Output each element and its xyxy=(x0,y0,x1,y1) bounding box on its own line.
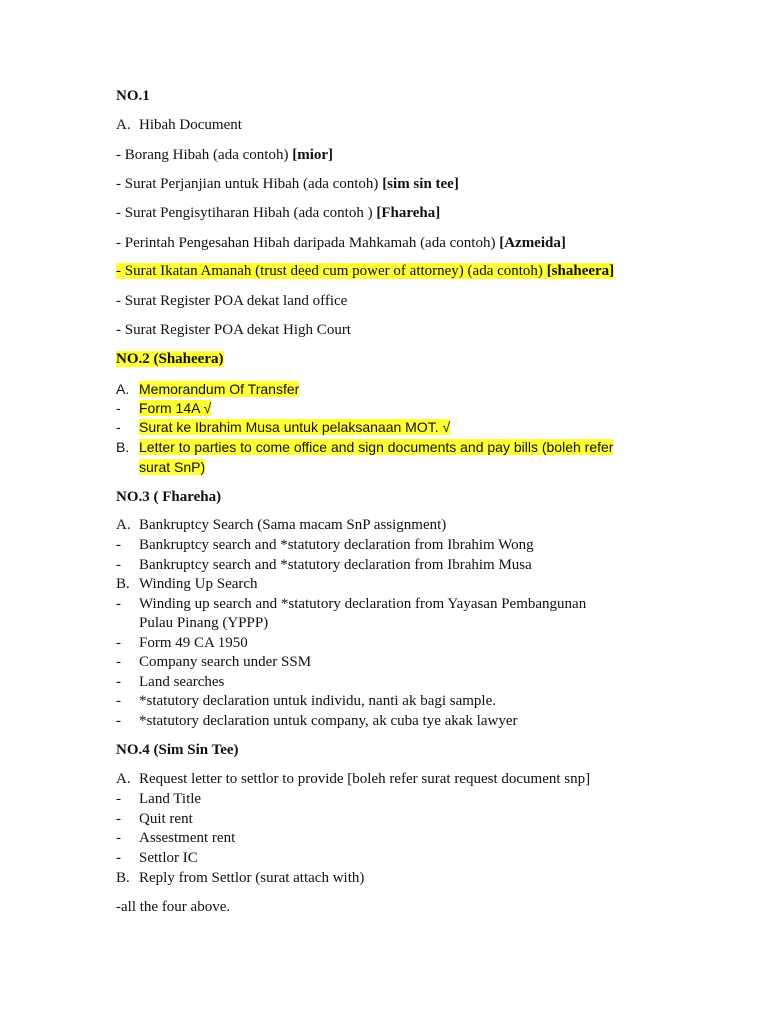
list-item-highlighted xyxy=(116,438,613,457)
list-marker: B. xyxy=(116,870,130,886)
list-text: Quit rent xyxy=(139,811,193,827)
list-item-highlighted xyxy=(116,399,211,418)
list-text: Bankruptcy Search (Sama macam SnP assignment) xyxy=(139,517,447,533)
list-text: Assestment rent xyxy=(139,830,236,846)
list-marker: A. xyxy=(116,517,131,533)
assignee-tag: [sim sin tee] xyxy=(382,176,459,192)
list-item-highlighted xyxy=(116,418,450,437)
list-item: - Perintah Pengesahan Hibah daripada Mahkamah (ada contoh) [Azmeida] xyxy=(116,235,566,251)
list-text: *statutory declaration untuk company, ak cuba tye akak lawyer xyxy=(139,713,518,729)
list-item: - Surat Register POA dekat High Court xyxy=(116,322,351,338)
list-marker: B. xyxy=(116,576,130,592)
assignee-tag: [Azmeida] xyxy=(499,235,566,251)
list-marker: - xyxy=(116,537,121,553)
section2-heading: NO.2 (Shaheera) xyxy=(116,351,224,367)
list-item xyxy=(116,556,532,575)
list-text: Bankruptcy search and *statutory declaration from Ibrahim Wong xyxy=(139,537,534,553)
list-marker: - xyxy=(116,811,121,827)
list-item: - Surat Pengisytiharan Hibah (ada contoh ) [Fhareha] xyxy=(116,205,441,221)
list-item xyxy=(116,829,235,848)
list-marker: - xyxy=(116,400,121,416)
list-marker: B. xyxy=(116,439,130,455)
section1-subheading xyxy=(116,116,242,135)
list-item xyxy=(116,770,590,789)
list-item: - Surat Register POA dekat land office xyxy=(116,293,348,309)
list-text: Surat ke Ibrahim Musa untuk pelaksanaan MOT. √ xyxy=(139,419,451,435)
list-item xyxy=(116,712,517,731)
list-text: Land Title xyxy=(139,791,202,807)
list-marker: - xyxy=(116,419,121,435)
list-marker: A. xyxy=(116,381,130,397)
list-item-continuation: surat SnP) xyxy=(139,459,206,475)
list-text: *statutory declaration untuk individu, nanti ak bagi sample. xyxy=(139,693,497,709)
section3-heading: NO.3 ( Fhareha) xyxy=(116,489,222,505)
list-item-continuation: Pulau Pinang (YPPP) xyxy=(139,615,269,631)
list-item: - Surat Perjanjian untuk Hibah (ada contoh) [sim sin tee] xyxy=(116,176,459,192)
list-item xyxy=(116,790,201,809)
list-text: Memorandum Of Transfer xyxy=(139,381,300,397)
assignee-tag: [mior] xyxy=(292,147,334,163)
list-item-highlighted xyxy=(116,380,299,399)
list-item xyxy=(116,575,258,594)
list-text: Company search under SSM xyxy=(139,654,312,670)
assignee-tag: [Fhareha] xyxy=(376,205,441,221)
list-item: - Borang Hibah (ada contoh) [mior] xyxy=(116,147,334,163)
list-marker: - xyxy=(116,830,121,846)
list-marker: - xyxy=(116,713,121,729)
list-text: Form 49 CA 1950 xyxy=(139,635,248,651)
list-marker: - xyxy=(116,654,121,670)
list-text: Request letter to settlor to provide [boleh refer surat request document snp] xyxy=(139,771,591,787)
list-text: Winding up search and *statutory declaration from Yayasan Pembangunan xyxy=(139,596,587,612)
list-text: Letter to parties to come office and sign documents and pay bills (boleh refer xyxy=(139,439,614,455)
list-item-highlighted: - Surat Ikatan Amanah (trust deed cum power of attorney) (ada contoh) [shaheera] xyxy=(116,263,615,279)
list-marker: - xyxy=(116,635,121,651)
list-item xyxy=(116,849,198,868)
list-text: Settlor IC xyxy=(139,850,198,866)
list-marker: - xyxy=(116,596,121,612)
list-item xyxy=(116,692,496,711)
list-marker: A. xyxy=(116,117,131,133)
list-item xyxy=(116,810,193,829)
list-item xyxy=(116,673,224,692)
list-text: Land searches xyxy=(139,674,225,690)
list-text: Winding Up Search xyxy=(139,576,258,592)
list-marker: - xyxy=(116,791,121,807)
list-item xyxy=(116,869,364,888)
list-text: Hibah Document xyxy=(139,117,242,133)
section1-heading: NO.1 xyxy=(116,88,150,104)
section4-heading: NO.4 (Sim Sin Tee) xyxy=(116,742,239,758)
list-marker: - xyxy=(116,850,121,866)
assignee-tag: [shaheera] xyxy=(546,263,615,279)
footer-note: -all the four above. xyxy=(116,899,231,915)
list-marker: A. xyxy=(116,771,131,787)
list-text: Bankruptcy search and *statutory declaration from Ibrahim Musa xyxy=(139,557,532,573)
list-marker: - xyxy=(116,557,121,573)
list-text: Form 14A √ xyxy=(139,400,212,416)
list-item xyxy=(116,536,534,555)
list-item xyxy=(116,634,248,653)
list-text: Reply from Settlor (surat attach with) xyxy=(139,870,365,886)
list-item xyxy=(116,595,586,614)
list-marker: - xyxy=(116,693,121,709)
list-item xyxy=(116,653,311,672)
list-item xyxy=(116,516,446,535)
list-marker: - xyxy=(116,674,121,690)
